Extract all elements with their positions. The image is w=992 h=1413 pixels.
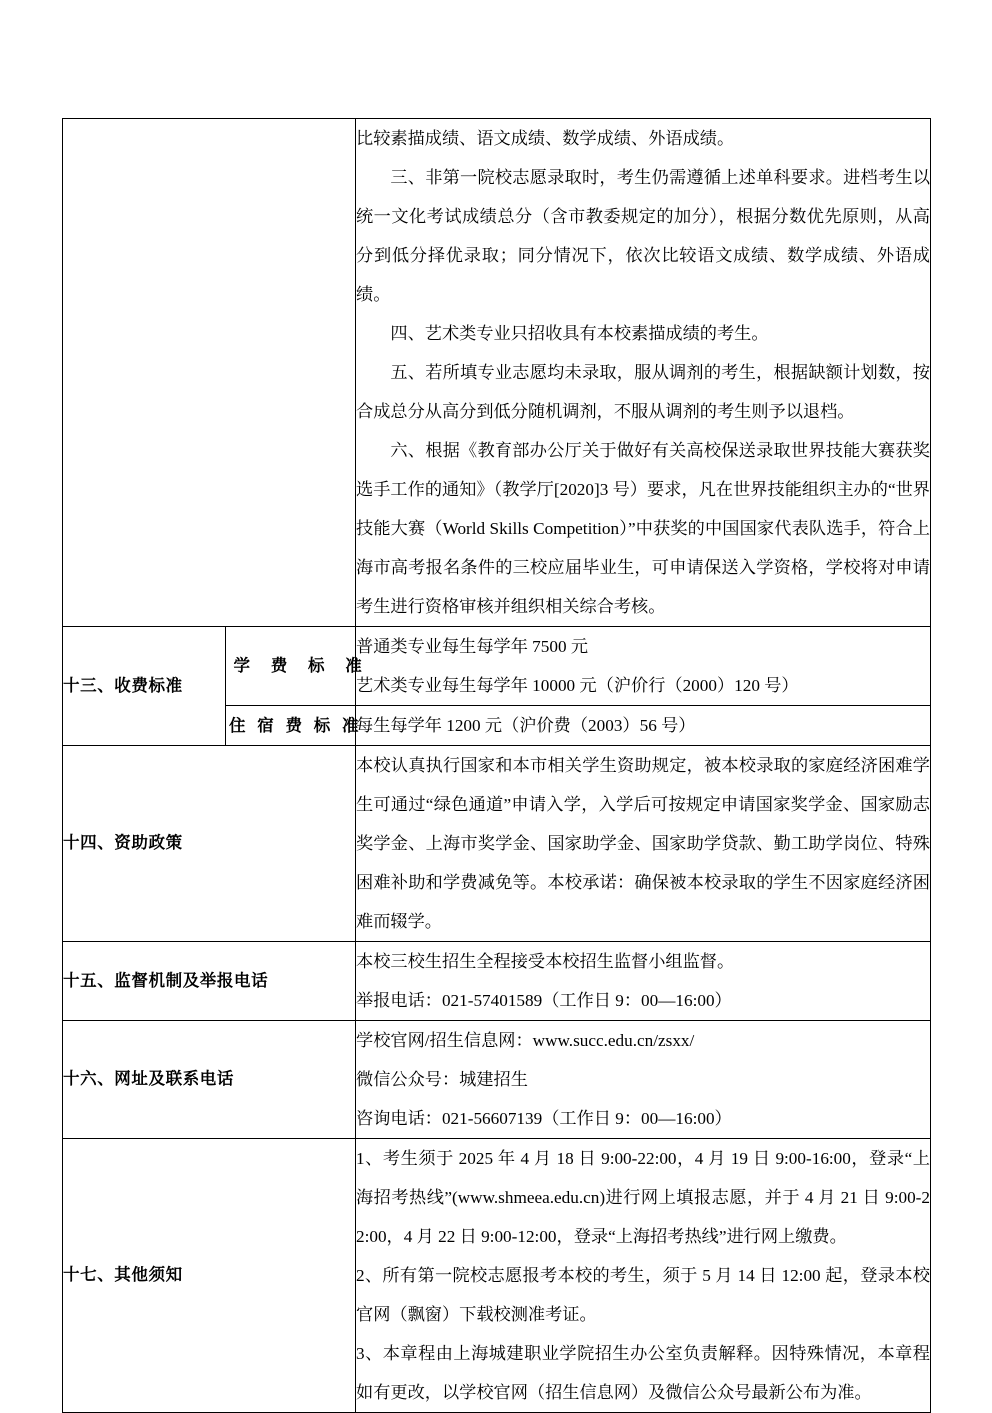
paragraph: 2、所有第一院校志愿报考本校的考生，须于 5 月 14 日 12:00 起，登录本校官网（飘窗）下载校测准考证。 [356,1266,930,1324]
paragraph: 艺术类专业每生每学年 10000 元（沪价行（2000）120 号） [356,676,799,695]
paragraph: 学校官网/招生信息网：www.succ.edu.cn/zsxx/ [356,1031,695,1050]
paragraph: 咨询电话：021-56607139（工作日 9：00—16:00） [356,1109,732,1128]
row-content-financial-aid [356,746,931,942]
section-label: 十六、网址及联系电话 [63,1069,234,1089]
table-row [63,627,931,706]
row-content-website-contact [356,1021,931,1139]
table-row [63,119,931,627]
paragraph: 本校认真执行国家和本市相关学生资助规定，被本校录取的家庭经济困难学生可通过“绿色通道”申请入学，入学后可按规定申请国家奖学金、国家励志奖学金、上海市奖学金、国家助学金、国家助学贷款、勤工助学岗位、特殊困难补助和学费减免等。本校承诺：确保被本校录取的学生不因家庭经济困难而辍学。 [356,756,930,931]
row-label-financial-aid [63,746,356,942]
section-label: 十四、资助政策 [63,833,183,853]
row-content-admission-rules [356,119,931,627]
paragraph: 六、根据《教育部办公厅关于做好有关高校保送录取世界技能大赛获奖选手工作的通知》（教学厅[2020]3 号）要求，凡在世界技能组织主办的“世界技能大赛（World Skills Competition）”中获奖的中国国家代表队选手，符合上海市高考报名条件的三校应届毕业生，可申请保送入学资格，学校将对申请考生进行资格审核并组织相关综合考核。 [356,441,930,616]
sub-label-text: 学 费 标 准 [233,656,370,676]
row-content-supervision [356,942,931,1021]
paragraph: 3、本章程由上海城建职业学院招生办公室负责解释。因特殊情况，本章程如有更改，以学校官网（招生信息网）及微信公众号最新公布为准。 [356,1344,930,1402]
row-label-other-notes [63,1139,356,1413]
row-content-accommodation [356,706,931,746]
row-label-fees [63,627,226,746]
admissions-regulation-table [62,118,931,1413]
paragraph: 举报电话：021-57401589（工作日 9：00—16:00） [356,991,732,1010]
table-row [63,746,931,942]
paragraph: 五、若所填专业志愿均未录取，服从调剂的考生，根据缺额计划数，按合成总分从高分到低分随机调剂，不服从调剂的考生则予以退档。 [356,363,930,421]
paragraph: 普通类专业每生每学年 7500 元 [356,637,589,656]
paragraph: 1、考生须于 2025 年 4 月 18 日 9:00-22:00，4 月 19 日 9:00-16:00，登录“上海招考热线”(www.shmeea.edu.cn)进行网上填报志愿，并于 4 月 21 日 9:00-22:00，4 月 22 日 9:00-12:00，登录“上海招考热线”进行网上缴费。 [356,1149,930,1246]
table-row [63,1021,931,1139]
table-row [63,1139,931,1413]
paragraph: 三、非第一院校志愿录取时，考生仍需遵循上述单科要求。进档考生以统一文化考试成绩总分（含市教委规定的加分），根据分数优先原则，从高分到低分择优录取；同分情况下，依次比较语文成绩、数学成绩、外语成绩。 [356,168,930,304]
paragraph: 微信公众号：城建招生 [356,1070,528,1089]
sub-label-text: 住 宿 费 标 准 [229,715,362,735]
section-label: 十三、收费标准 [63,675,183,695]
row-content-other-notes [356,1139,931,1413]
row-label-empty [63,119,356,627]
row-label-supervision [63,942,356,1021]
sub-label-tuition [226,627,370,706]
row-label-website-contact [63,1021,356,1139]
paragraph: 每生每学年 1200 元（沪价费（2003）56 号） [356,716,696,735]
section-label: 十七、其他须知 [63,1265,183,1285]
paragraph: 比较素描成绩、语文成绩、数学成绩、外语成绩。 [356,129,735,148]
section-label: 十五、监督机制及举报电话 [63,970,269,990]
sub-label-accommodation [226,706,362,746]
paragraph: 本校三校生招生全程接受本校招生监督小组监督。 [356,952,735,971]
table-row [63,942,931,1021]
paragraph: 四、艺术类专业只招收具有本校素描成绩的考生。 [390,324,769,343]
row-content-tuition [356,627,931,706]
